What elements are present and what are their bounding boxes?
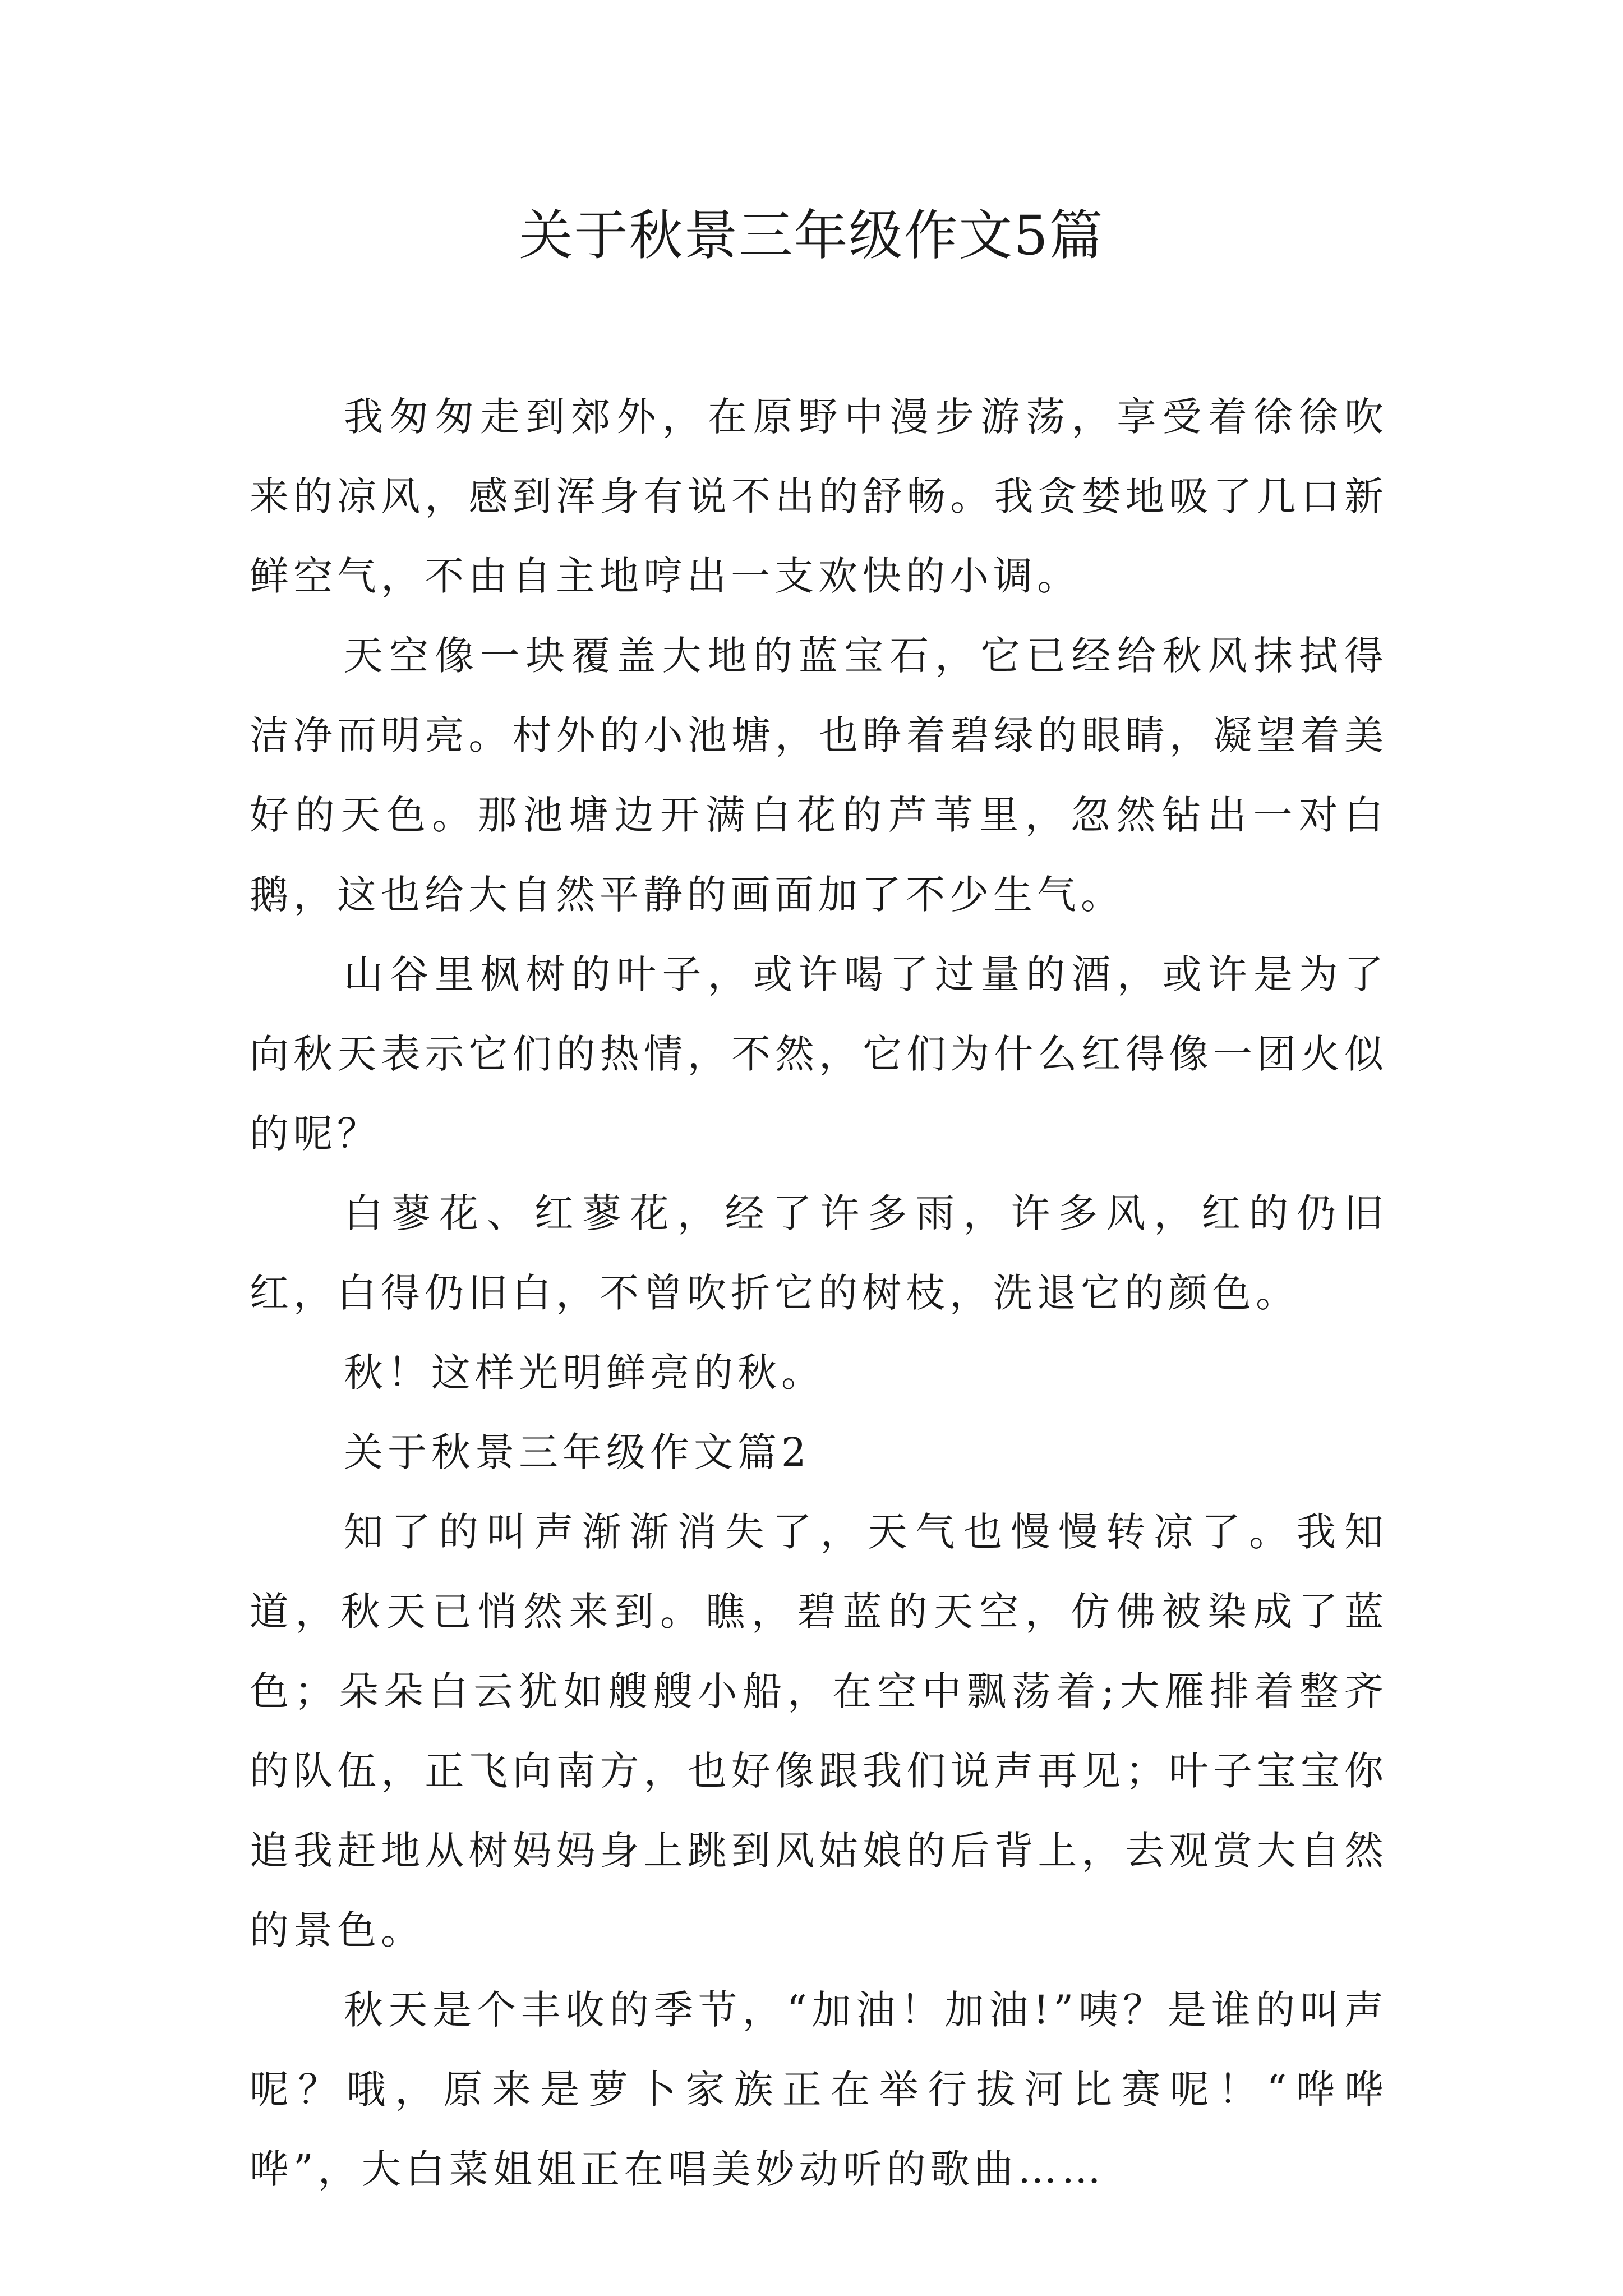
paragraph: 知了的叫声渐渐消失了，天气也慢慢转凉了。我知道，秋天已悄然来到。瞧，碧蓝的天空，仿佛被染成了蓝色；朵朵白云犹如艘艘小船，在空中飘荡着;大雁排着整齐的队伍，正飞向南方，也好像跟我们说声再见；叶子宝宝你追我赶地从树妈妈身上跳到风姑娘的后背上，去观赏大自然的景色。 xyxy=(250,1509,1388,1953)
paragraph: 山谷里枫树的叶子，或许喝了过量的酒，或许是为了向秋天表示它们的热情，不然，它们为什么红得像一团火似的呢？ xyxy=(250,951,1388,1157)
document-title: 关于秋景三年级作文5篇 xyxy=(519,204,1104,267)
paragraph: 我匆匆走到郊外，在原野中漫步游荡，享受着徐徐吹来的凉风，感到浑身有说不出的舒畅。我贪婪地吸了几口新鲜空气，不由自主地哼出一支欢快的小调。 xyxy=(250,394,1388,599)
paragraph: 秋！这样光明鲜亮的秋。 xyxy=(344,1350,825,1396)
paragraph: 白蓼花、红蓼花，经了许多雨，许多风，红的仍旧红，白得仍旧白，不曾吹折它的树枝，洗退它的颜色。 xyxy=(250,1190,1388,1316)
section-heading: 关于秋景三年级作文篇2 xyxy=(344,1429,811,1475)
paragraph: 秋天是个丰收的季节，“加油！加油!”咦？是谁的叫声呢？哦，原来是萝卜家族正在举行拔河比赛呢！“哗哗哗”，大白菜姐姐正在唱美妙动听的歌曲…… xyxy=(250,1987,1388,2192)
document-body xyxy=(250,377,1388,2209)
paragraph: 天空像一块覆盖大地的蓝宝石，它已经给秋风抹拭得洁净而明亮。村外的小池塘，也睁着碧绿的眼睛，凝望着美好的天色。那池塘边开满白花的芦苇里，忽然钻出一对白鹅，这也给大自然平静的画面加了不少生气。 xyxy=(250,633,1388,918)
